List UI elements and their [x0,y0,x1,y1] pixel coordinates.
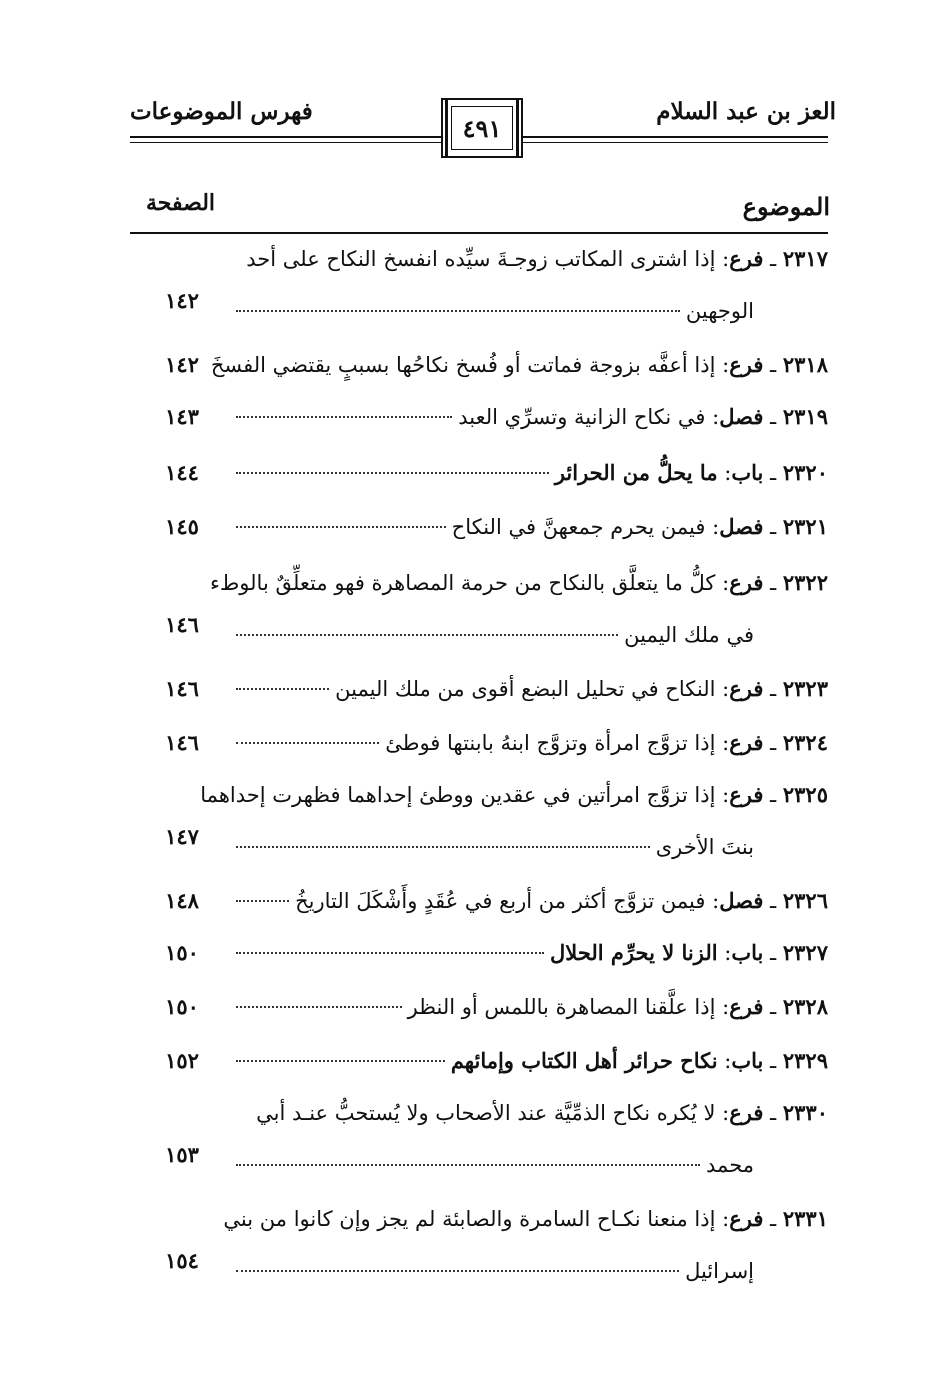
entry-line [236,400,828,434]
entry-number: ٢٣٣٠ [782,1100,828,1125]
entry-line [236,242,828,276]
entry-line-continued [236,1148,754,1182]
entry-line [236,726,828,760]
entry-title-continued: في ملك اليمين [624,623,754,647]
entry-number: ٢٣٢١ [782,514,828,539]
entry-line [236,1044,828,1078]
entry-line-continued [236,830,754,864]
leader-dots [236,310,680,312]
entry-title: إذا تزوَّج امرأتين في عقدين ووطئ إحداهما فظهرت إحداهما [200,783,716,807]
entry-line [236,456,828,490]
entry-heading: ٢٣٢٨ ـ فرع: إذا علَّقنا المصاهرة باللمس أو النظر [407,994,828,1019]
entry-line [200,778,828,812]
entry-line [236,990,828,1024]
entry-number: ٢٣٢٣ [782,676,828,701]
page-number: ٤٩١ [451,106,513,150]
entry-heading: ٢٣٢٦ ـ فصل: فيمن تزوَّج أكثر من أربع في عُقَدٍ وأَشْكَلَ التاريخُ [295,888,828,913]
entry-kind: فرع [729,246,764,271]
entry-line [236,936,828,970]
column-heading-rule [130,232,828,234]
entry-kind: باب [731,460,764,485]
entry-heading: ٢٣١٨ ـ فرع: إذا أعفَّه بزوجة فماتت أو فُسخ نكاحُها بسببٍ يقتضي الفسخَ [210,352,828,377]
entry-heading: ٢٣٢٧ ـ باب: الزنا لا يحرِّم الحلال [550,940,828,965]
entry-title: نكاح حرائر أهل الكتاب وإمائهم [450,1048,718,1073]
entry-line [236,884,828,918]
entry-heading: ٢٣٢٥ ـ فرع: إذا تزوَّج امرأتين في عقدين ووطئ إحداهما فظهرت إحداهما [200,782,828,807]
entry-line [210,348,828,382]
entry-number: ٢٣٢٢ [782,570,828,595]
entry-kind: فرع [729,676,764,701]
entry-line-continued [236,1254,754,1288]
entry-heading: ٢٣٣١ ـ فرع: إذا منعنا نكـاح السامرة والصابئة لم يجز وإن كانوا من بني [223,1206,828,1231]
entry-page-number: ١٤٥ [165,514,199,539]
leader-dots [236,900,289,902]
entry-page-number: ١٤٣ [165,404,199,429]
entry-number: ٢٣٢٩ [782,1048,828,1073]
entry-heading: ٢٣٣٠ ـ فرع: لا يُكره نكاح الذمِّيَّة عند الأصحاب ولا يُستحبُّ عنـد أبي [256,1100,828,1125]
entry-title: الزنا لا يحرِّم الحلال [550,940,718,965]
entry-kind: فصل [719,514,764,539]
entry-number: ٢٣٢٦ [782,888,828,913]
frame-bar-right [516,100,519,156]
frame-bar-left [445,100,448,156]
entry-number: ٢٣٢٨ [782,994,828,1019]
entry-title-continued: إسرائيل [685,1259,754,1283]
entry-title-continued: محمد [706,1153,754,1177]
leader-dots [236,1006,402,1008]
entry-number: ٢٣١٩ [782,404,828,429]
entry-kind: فصل [719,888,764,913]
entry-kind: باب [731,1048,764,1073]
entry-kind: فرع [729,730,764,755]
entry-title: كلُّ ما يتعلَّق بالنكاح من حرمة المصاهرة فهو متعلِّقٌ بالوطء [210,571,716,595]
entry-kind: فرع [729,570,764,595]
entry-page-number: ١٤٦ [165,730,199,755]
entry-line [210,566,828,600]
leader-dots [236,634,618,636]
entry-page-number: ١٤٢ [165,288,199,313]
entry-title: إذا تزوَّج امرأة وتزوَّج ابنهُ بابنتها فوطئ [385,731,716,755]
entry-kind: فرع [729,1100,764,1125]
entry-page-number: ١٤٢ [165,352,199,377]
leader-dots [236,952,544,954]
running-title-right: العز بن عبد السلام [656,98,836,125]
entry-line [223,1202,828,1236]
leader-dots [236,688,329,690]
entry-number: ٢٣٢٠ [782,460,828,485]
entry-title: ما يحلُّ من الحرائر [554,460,718,485]
entry-heading: ٢٣٢٢ ـ فرع: كلُّ ما يتعلَّق بالنكاح من حرمة المصاهرة فهو متعلِّقٌ بالوطء [210,570,828,595]
entry-title-continued: بنتَ الأخرى [655,835,754,859]
entry-line-continued [236,618,754,652]
entry-title: في نكاح الزانية وتسرِّي العبد [458,405,706,429]
entry-kind: باب [731,940,764,965]
entry-heading: ٢٣٢١ ـ فصل: فيمن يحرم جمعهنَّ في النكاح [451,514,828,539]
entry-heading: ٢٣٢٣ ـ فرع: النكاح في تحليل البضع أقوى من ملك اليمين [335,676,828,701]
entry-number: ٢٣١٧ [782,246,828,271]
entry-title: فيمن تزوَّج أكثر من أربع في عُقَدٍ وأَشْكَلَ التاريخُ [295,889,706,913]
entry-number: ٢٣٢٥ [782,782,828,807]
entry-title: إذا اشترى المكاتب زوجـةَ سيِّده انفسخ النكاح على أحد [246,247,716,271]
entry-title: إذا علَّقنا المصاهرة باللمس أو النظر [407,995,716,1019]
entry-kind: فرع [729,994,764,1019]
leader-dots [236,1060,445,1062]
entry-line [236,510,828,544]
leader-dots [236,416,452,418]
entry-kind: فرع [729,782,764,807]
entry-heading: ٢٣٢٠ ـ باب: ما يحلُّ من الحرائر [554,460,828,485]
entry-number: ٢٣٣١ [782,1206,828,1231]
entry-page-number: ١٥٢ [165,1048,199,1073]
entry-title: لا يُكره نكاح الذمِّيَّة عند الأصحاب ولا يُستحبُّ عنـد أبي [256,1101,716,1125]
entry-line-continued [236,294,754,328]
entry-title: إذا أعفَّه بزوجة فماتت أو فُسخ نكاحُها بسببٍ يقتضي الفسخَ [210,353,716,377]
entry-title: فيمن يحرم جمعهنَّ في النكاح [451,515,706,539]
leader-dots [236,1164,700,1166]
entry-heading: ٢٣٢٤ ـ فرع: إذا تزوَّج امرأة وتزوَّج ابنهُ بابنتها فوطئ [385,730,828,755]
entry-kind: فرع [729,1206,764,1231]
entry-page-number: ١٥٠ [165,940,199,965]
entry-page-number: ١٤٦ [165,612,199,637]
column-heading-topic: الموضوع [742,192,830,221]
entry-page-number: ١٤٨ [165,888,199,913]
entry-line [236,1096,828,1130]
entry-kind: فصل [719,404,764,429]
entry-page-number: ١٥٤ [165,1248,199,1273]
leader-dots [236,742,379,744]
entry-title: إذا منعنا نكـاح السامرة والصابئة لم يجز وإن كانوا من بني [223,1207,716,1231]
entry-page-number: ١٤٤ [165,460,199,485]
entry-kind: فرع [729,352,764,377]
leader-dots [236,846,650,848]
entry-number: ٢٣٢٤ [782,730,828,755]
leader-dots [236,1270,679,1272]
entry-number: ٢٣٢٧ [782,940,828,965]
entry-heading: ٢٣١٩ ـ فصل: في نكاح الزانية وتسرِّي العبد [458,404,828,429]
entry-page-number: ١٥٣ [165,1142,199,1167]
entry-number: ٢٣١٨ [782,352,828,377]
page-number-frame [441,98,523,158]
entry-title: النكاح في تحليل البضع أقوى من ملك اليمين [335,677,716,701]
entry-page-number: ١٥٠ [165,994,199,1019]
entry-heading: ٢٣١٧ ـ فرع: إذا اشترى المكاتب زوجـةَ سيِّده انفسخ النكاح على أحد [246,246,828,271]
running-title-left: فهرس الموضوعات [130,98,313,125]
entry-line [236,672,828,706]
entry-title-continued: الوجهين [685,299,754,323]
entry-heading: ٢٣٢٩ ـ باب: نكاح حرائر أهل الكتاب وإمائهم [450,1048,828,1073]
entry-page-number: ١٤٦ [165,676,199,701]
leader-dots [236,526,446,528]
leader-dots [236,472,549,474]
column-heading-page: الصفحة [146,190,216,216]
entry-page-number: ١٤٧ [165,824,199,849]
